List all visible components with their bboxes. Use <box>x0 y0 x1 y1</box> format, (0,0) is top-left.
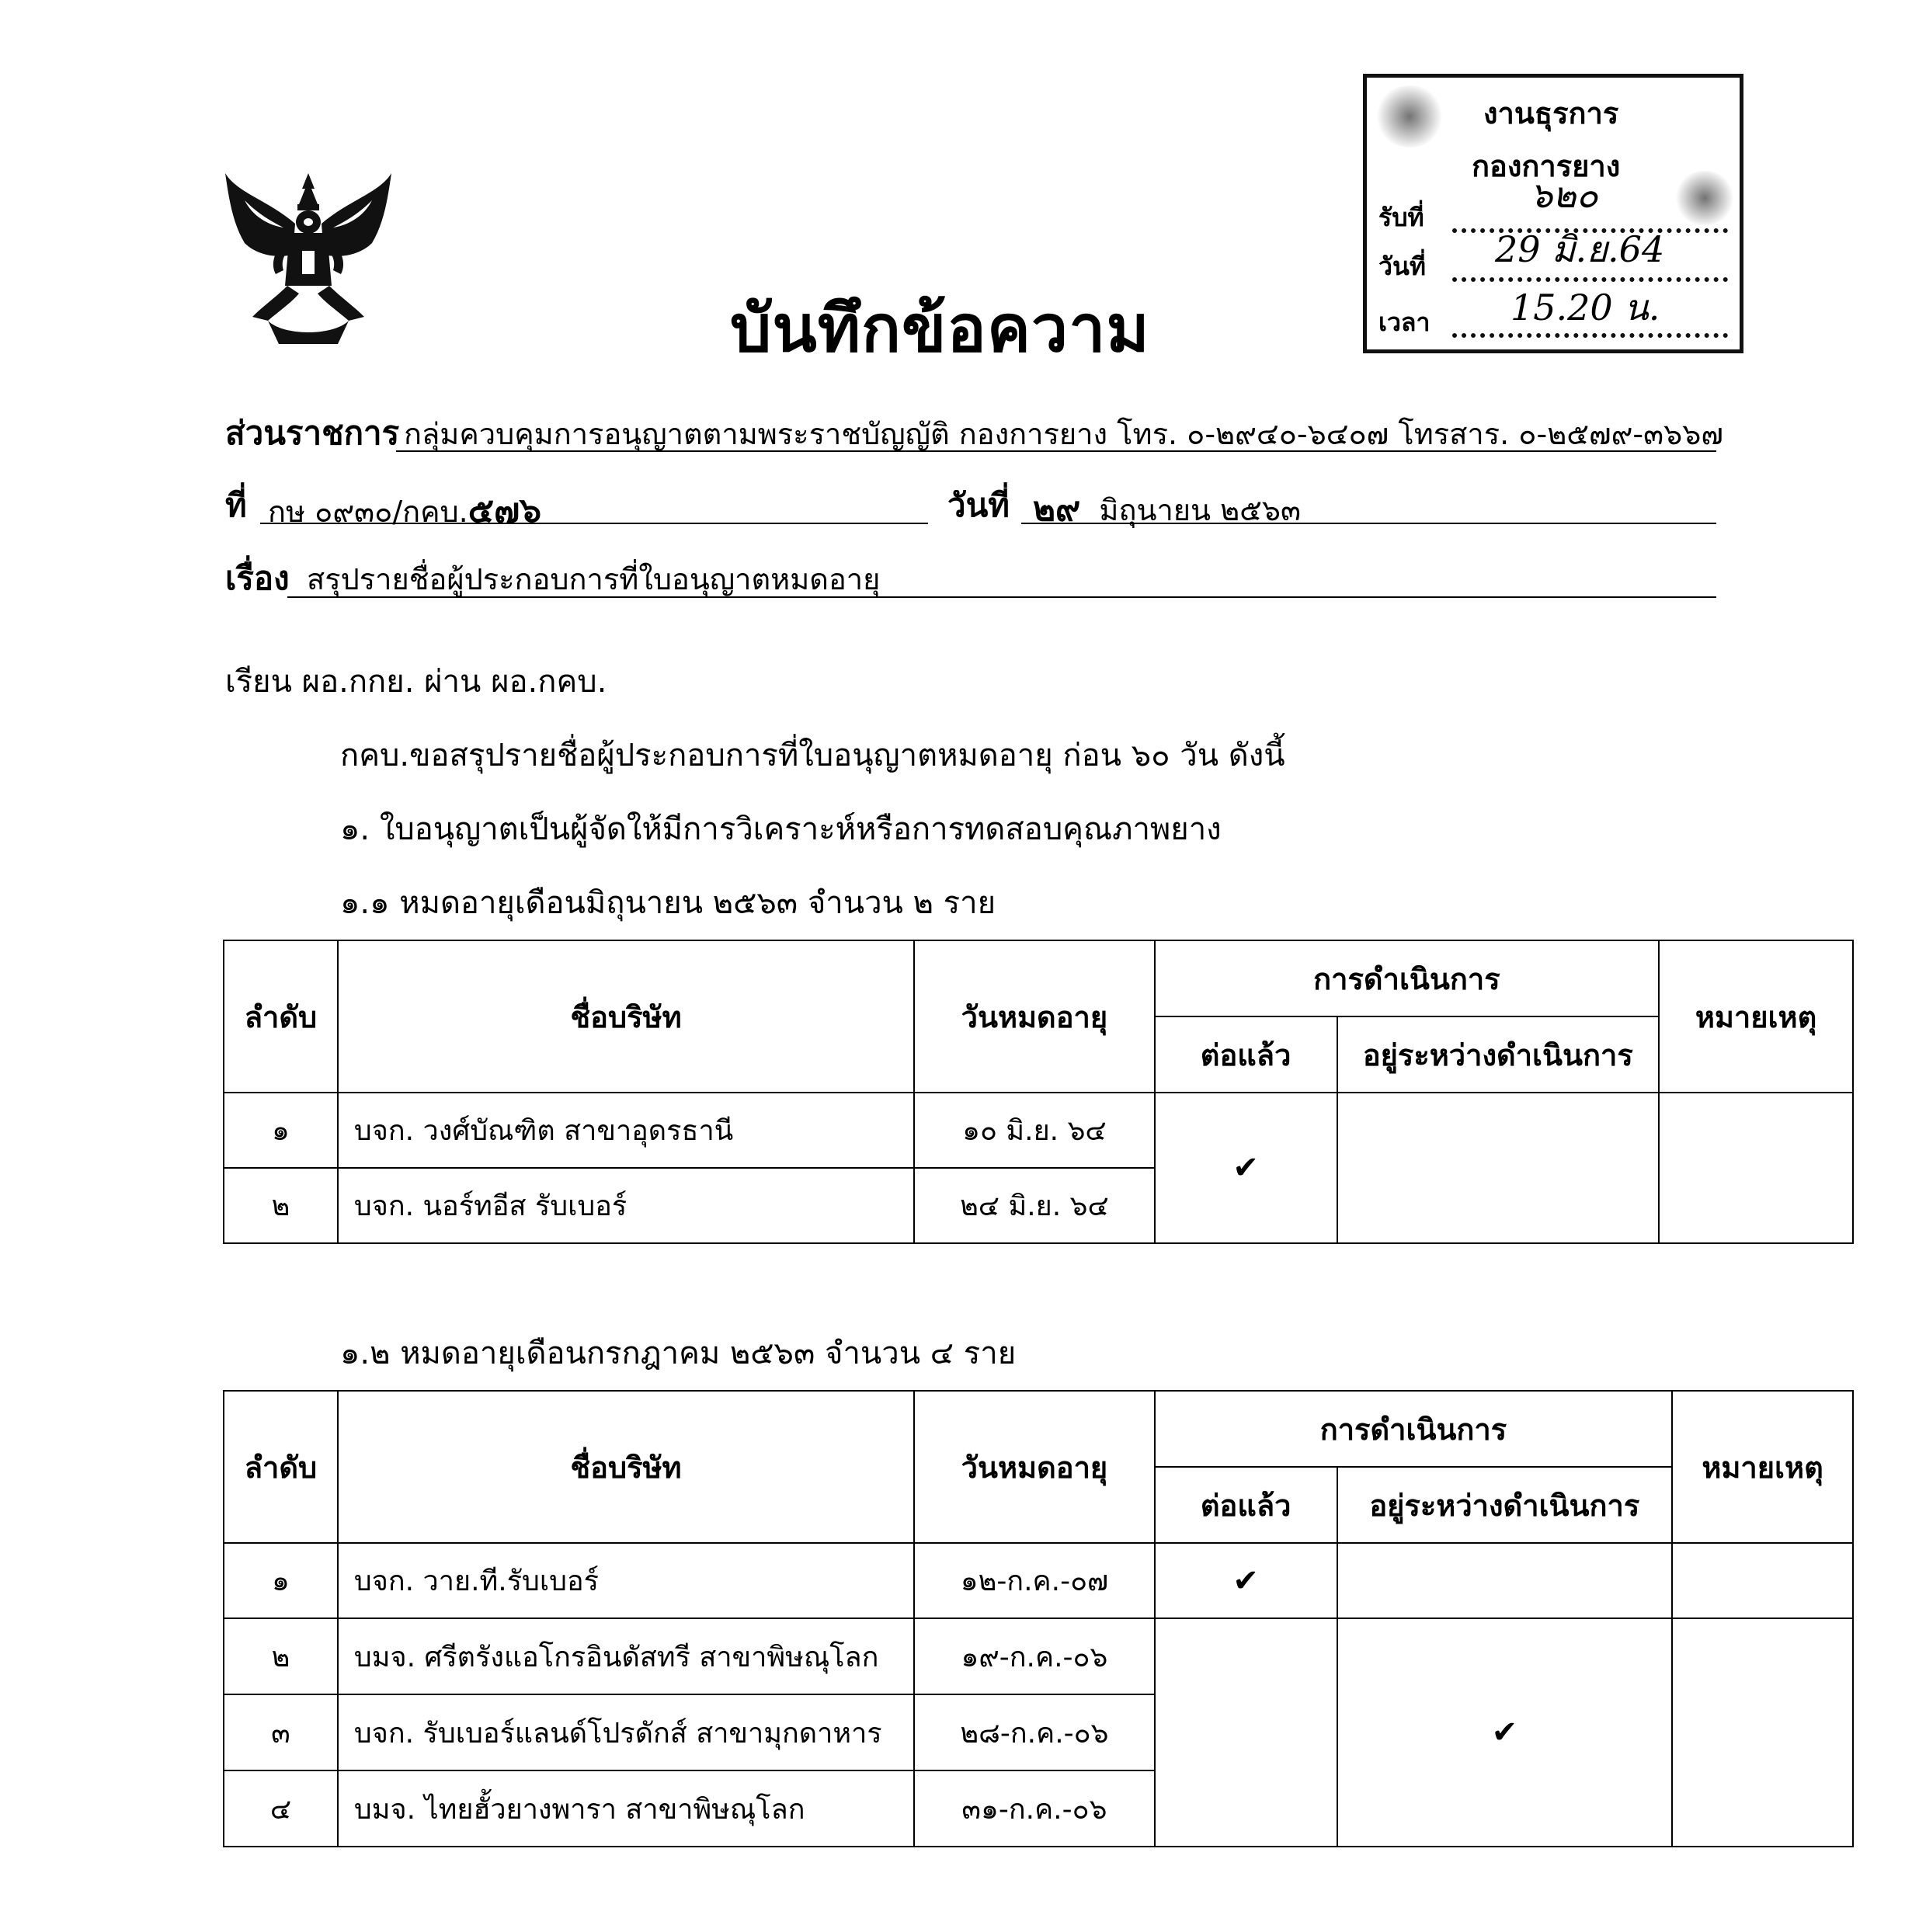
row-renewed <box>1155 1618 1337 1847</box>
subject-underline <box>287 596 1716 598</box>
row-no: ๑ <box>224 1543 338 1618</box>
reference-underline <box>260 523 928 524</box>
header-remark: หมายเหตุ <box>1672 1391 1853 1543</box>
header-company: ชื่อบริษัท <box>338 1391 914 1543</box>
row-expiry: ๒๔ มิ.ย. ๖๔ <box>914 1168 1155 1243</box>
date-value <box>1033 481 1301 536</box>
stamp-date-label: วันที่ <box>1378 252 1426 281</box>
reference-number: ๕๗๖ <box>468 491 542 530</box>
header-expiry: วันหมดอายุ <box>914 1391 1155 1543</box>
garuda-emblem-icon <box>221 169 396 348</box>
expiry-table-june <box>223 940 1854 1244</box>
reference-value <box>268 483 541 537</box>
stamp-received-label: รับที่ <box>1378 203 1424 232</box>
header-renewed: ต่อแล้ว <box>1155 1016 1337 1093</box>
renewed-check-icon: ✔ <box>1155 1543 1337 1618</box>
table-row <box>224 1093 1853 1168</box>
subject-label: เรื่อง <box>225 559 290 597</box>
expiry-table-july <box>223 1390 1854 1847</box>
row-remark <box>1672 1543 1853 1618</box>
row-no: ๑ <box>224 1093 338 1168</box>
subject-value: สรุปรายชื่อผู้ประกอบการที่ใบอนุญาตหมดอายุ <box>307 562 881 596</box>
department-value: กลุ่มควบคุมการอนุญาตตามพระราชบัญญัติ กองการยาง โทร. ๐-๒๙๔๐-๖๔๐๗ โทรสาร. ๐-๒๕๗๙-๓๖๖๗ <box>404 417 1723 451</box>
row-remark <box>1659 1093 1853 1243</box>
date-underline <box>1021 523 1716 524</box>
intro-paragraph: กคบ.ขอสรุปรายชื่อผู้ประกอบการที่ใบอนุญาตหมดอายุ ก่อน ๖๐ วัน ดังนี้ <box>340 738 1285 773</box>
row-company: บมจ. ไทยฮั้วยางพารา สาขาพิษณุโลก <box>338 1770 914 1847</box>
header-company: ชื่อบริษัท <box>338 940 914 1093</box>
date-day: ๒๙ <box>1033 489 1081 529</box>
stamp-date-handwritten: 29 มิ.ย.64 <box>1495 228 1665 270</box>
header-action: การดำเนินการ <box>1155 1391 1672 1467</box>
header-expiry: วันหมดอายุ <box>914 940 1155 1093</box>
header-no: ลำดับ <box>224 940 338 1093</box>
reference-prefix: กษ ๐๙๓๐/กคบ. <box>268 495 468 529</box>
stamp-office-name: งานธุรการ <box>1483 96 1619 130</box>
section-1-1-heading: ๑.๑ หมดอายุเดือนมิถุนายน ๒๕๖๓ จำนวน ๒ ราย <box>340 885 996 921</box>
row-expiry: ๑๐ มิ.ย. ๖๔ <box>914 1093 1155 1168</box>
department-underline <box>396 450 1716 452</box>
stamp-received-handwritten: ๖๒๐ <box>1530 174 1598 216</box>
header-no: ลำดับ <box>224 1391 338 1543</box>
row-no: ๒ <box>224 1168 338 1243</box>
row-expiry: ๒๘-ก.ค.-๐๖ <box>914 1694 1155 1770</box>
row-expiry: ๑๒-ก.ค.-๐๗ <box>914 1543 1155 1618</box>
table-row <box>224 1543 1853 1618</box>
row-company: บจก. วาย.ที.รับเบอร์ <box>338 1543 914 1618</box>
row-no: ๔ <box>224 1770 338 1847</box>
header-in-progress: อยู่ระหว่างดำเนินการ <box>1337 1467 1673 1543</box>
row-company: บมจ. ศรีตรังแอโกรอินดัสทรี สาขาพิษณุโลก <box>338 1618 914 1694</box>
header-action: การดำเนินการ <box>1155 940 1659 1016</box>
table-row <box>224 1618 1853 1694</box>
row-remark <box>1672 1618 1853 1847</box>
stamp-division-name: กองการยาง <box>1472 149 1621 183</box>
date-month-year: มิถุนายน ๒๕๖๓ <box>1099 493 1302 527</box>
row-no: ๓ <box>224 1694 338 1770</box>
row-no: ๒ <box>224 1618 338 1694</box>
department-label: ส่วนราชการ <box>225 414 400 452</box>
header-in-progress: อยู่ระหว่างดำเนินการ <box>1337 1016 1660 1093</box>
reception-stamp <box>1363 74 1743 353</box>
row-company: บจก. วงศ์บัณฑิต สาขาอุดรธานี <box>338 1093 914 1168</box>
row-in-progress <box>1337 1093 1660 1243</box>
reference-label: ที่ <box>225 486 247 524</box>
row-company: บจก. นอร์ทอีส รับเบอร์ <box>338 1168 914 1243</box>
date-label: วันที่ <box>947 486 1010 524</box>
row-expiry: ๓๑-ก.ค.-๐๖ <box>914 1770 1155 1847</box>
section-1-2-heading: ๑.๒ หมดอายุเดือนกรกฎาคม ๒๕๖๓ จำนวน ๔ ราย <box>340 1336 1017 1371</box>
header-remark: หมายเหตุ <box>1659 940 1853 1093</box>
in-progress-check-icon: ✔ <box>1337 1618 1673 1847</box>
item-1-heading: ๑. ใบอนุญาตเป็นผู้จัดให้มีการวิเคราะห์หรือการทดสอบคุณภาพยาง <box>340 811 1222 847</box>
header-renewed: ต่อแล้ว <box>1155 1467 1337 1543</box>
row-in-progress <box>1337 1543 1673 1618</box>
row-expiry: ๑๙-ก.ค.-๐๖ <box>914 1618 1155 1694</box>
stamp-time-handwritten: 15.20 น. <box>1510 287 1660 328</box>
document-title: บันทึกข้อความ <box>730 290 1150 367</box>
renewed-check-icon: ✔ <box>1155 1093 1337 1243</box>
row-company: บจก. รับเบอร์แลนด์โปรดักส์ สาขามุกดาหาร <box>338 1694 914 1770</box>
stamp-time-label: เวลา <box>1378 308 1431 337</box>
salutation: เรียน ผอ.กกย. ผ่าน ผอ.กคบ. <box>225 664 607 700</box>
